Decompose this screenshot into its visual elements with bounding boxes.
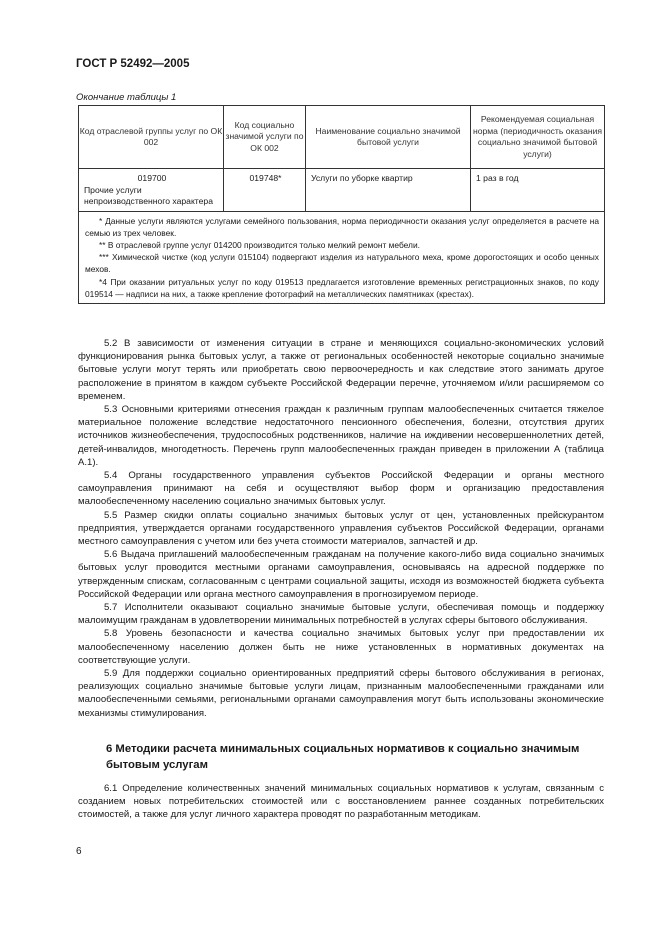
table-note: * Данные услуги являются услугами семейного пользования, норма периодичности оказания услуг определяется в расчете на семью из трех человек. — [85, 215, 599, 238]
paragraph: 5.8 Уровень безопасности и качества социально значимых бытовых услуг при предоставлении их малообеспеченному населению должен быть не ниже установленных в нормативных документах на соответствующие услуги. — [78, 628, 604, 666]
paragraph: 5.9 Для поддержки социально ориентированных предприятий сферы бытового обслуживания в регионах, реализующих социально значимые бытовые услуги лицам, признанным малообеспеченными гражданами или малообеспеченными семьями, региональными органами самоуправления могут быть использованы экономические механизмы стимулирования. — [78, 668, 604, 719]
table-notes — [79, 211, 605, 303]
group-name: Прочие услуги непроизводственного характера — [84, 184, 213, 206]
table-caption: Окончание таблицы 1 — [76, 92, 177, 103]
service-norm: 1 раз в год — [471, 169, 605, 212]
service-name: Услуги по уборке квартир — [306, 169, 471, 212]
section-heading: 6 Методики расчета минимальных социальных нормативов к социально значимым бытовым услугам — [106, 743, 580, 771]
paragraph: 5.7 Исполнители оказывают социально значимые бытовые услуги, обеспечивая помощь и поддержку малоимущим гражданам в удовлетворении минимальных потребностей в услугах сферы бытового обслуживания. — [78, 602, 604, 627]
document-header: ГОСТ Р 52492—2005 — [76, 58, 190, 70]
paragraph: 6.1 Определение количественных значений минимальных социальных нормативов к услугам, связанным с созданием новых потребительских стоимостей или с восстановлением раннее созданных потребительских стоимостей, а также для услуг личного характера проводят по разработанным методикам. — [78, 783, 604, 821]
page-number: 6 — [76, 846, 82, 857]
paragraph: 5.5 Размер скидки оплаты социально значимых бытовых услуг от цен, установленных прейскурантом предприятия, утверждается органами государственного управления субъектов Российской Федерации, органами местного самоуправления с учетом или без учета стоимости материалов, запчастей и др. — [78, 509, 604, 548]
paragraph: 5.2 В зависимости от изменения ситуации в стране и меняющихся социально-экономических условий функционирования рынка бытовых услуг, а также от региональных особенностей некоторые социально значимые бытовые услуги могут терять или приобретать свою первоочередность и как следствие этого занимать другое расположение в принятом в каждом субъекте Российской Федерации перечне, уточняемом и/или расширяемом со временем. — [78, 338, 604, 402]
service-code: 019748* — [224, 169, 306, 212]
table-notes-row — [79, 211, 605, 303]
column-header: Код социально значимой услуги по ОК 002 — [224, 106, 306, 169]
table-note: *4 При оказании ритуальных услуг по коду 019513 предлагается изготовление временных регистрационных знаков, по коду 019514 — надписи на них, а также крепление фотографий на металлических памятниках (крестах). — [85, 276, 599, 299]
column-header: Наименование социально значимой бытовой услуги — [306, 106, 471, 169]
table-note: *** Химической чистке (код услуги 015104) подвергают изделия из натурального меха, кроме дорогостоящих и особо ценных мехов. — [85, 252, 599, 275]
group-cell — [79, 169, 224, 212]
services-table — [78, 105, 605, 304]
table-note: ** В отраслевой группе услуг 014200 производится только мелкий ремонт мебели. — [99, 239, 420, 250]
column-header: Рекомендуемая социальная норма (периодичность оказания социально значимой бытовой услуги) — [471, 106, 605, 169]
paragraph: 5.3 Основными критериями отнесения граждан к различным группам малообеспеченных считается тяжелое материальное положение вследствие недостаточного пенсионного обеспечения, болезни, отсутствия других источников жизнеобеспечения, трудоспособных родственников, наличие на иждивении несовершеннолетних детей, детей-инвалидов, многодетность. Перечень групп малообеспеченных граждан приведен в приложении А (таблица А.1). — [78, 404, 604, 468]
section5-body — [78, 337, 604, 720]
table-header-row — [79, 106, 605, 169]
column-header: Код отраслевой группы услуг по ОК 002 — [79, 106, 224, 169]
table-row — [79, 169, 605, 212]
section6-body — [78, 782, 604, 822]
paragraph: 5.6 Выдача приглашений малообеспеченным гражданам на получение какого-либо вида социально значимых бытовых услуг проводится местными органами самоуправления, основываясь на адресной поддержке по утвержденным спискам, согласованным с центрами социальной защиты, исходя из возможностей бюджета субъекта Российской Федерации или органа местного самоуправления в прогнозируемом периоде. — [78, 549, 604, 600]
group-code: 019700 — [137, 173, 167, 183]
paragraph: 5.4 Органы государственного управления субъектов Российской Федерации и органы местного самоуправления принимают на себя и осуществляют выбор форм и организацию предоставления малообеспеченному населению социально значимых бытовых услуг. — [78, 470, 604, 508]
